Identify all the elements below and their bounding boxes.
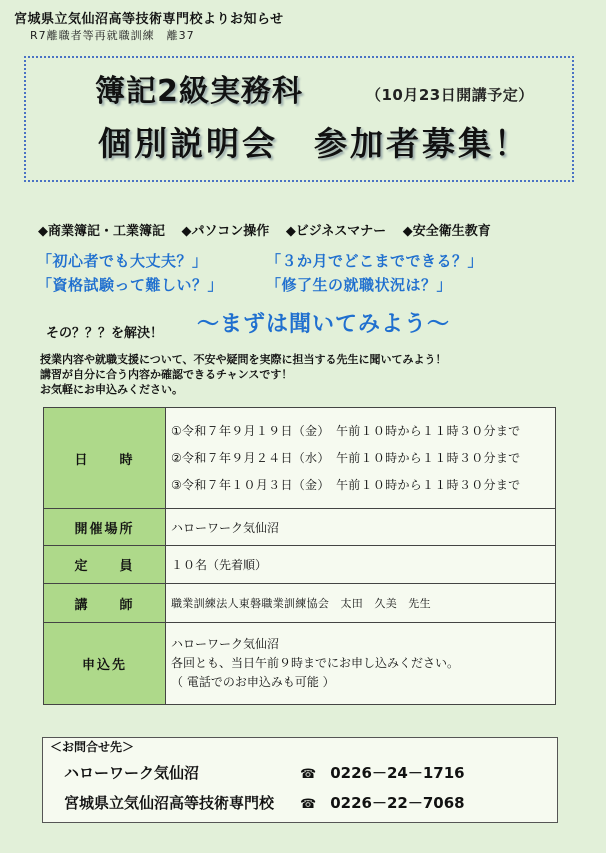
header-org-notice: 宮城県立気仙沼高等技術専門校よりお知らせ [14, 12, 284, 27]
info-table [43, 407, 556, 705]
contact-name: ハローワーク気仙沼 [64, 764, 200, 782]
course-start-note: （10月23日開講予定） [366, 86, 534, 104]
apply-line: （ 電話でのお申込みも可能 ） [171, 675, 335, 689]
date-item: ③令和７年１０月３日（金） 午前１０時から１１時３０分まで [171, 477, 521, 492]
topic-item: ◆安全衛生教育 [402, 224, 491, 239]
apply-line: ハローワーク気仙沼 [171, 637, 280, 651]
intro-line: 授業内容や就職支援について、不安や疑問を実際に担当する先生に聞いてみよう！ [40, 353, 447, 366]
intro-text [40, 352, 447, 397]
instructor-label: 講 師 [44, 584, 166, 623]
capacity-value: １０名（先着順） [166, 546, 556, 584]
solve-phrase: ～まずは聞いてみよう～ [197, 312, 451, 337]
date-label: 日 時 [44, 408, 166, 509]
date-item: ②令和７年９月２４日（水） 午前１０時から１１時３０分まで [171, 450, 521, 465]
intro-line: 講習が自分に合う内容か確認できるチャンスです！ [40, 368, 293, 381]
apply-values [166, 623, 556, 705]
table-row-apply [44, 623, 556, 705]
place-value: ハローワーク気仙沼 [166, 509, 556, 546]
capacity-label: 定 員 [44, 546, 166, 584]
contact-phone [300, 762, 465, 783]
header-course-code: R7離職者等再就職訓練 離37 [30, 29, 195, 42]
phone-number: 0226－22－7068 [330, 794, 465, 812]
topic-item: ◆パソコン操作 [181, 224, 270, 239]
event-title: 個別説明会 参加者募集！ [98, 124, 530, 163]
topic-list [38, 220, 499, 239]
contact-phone [300, 792, 465, 813]
solve-lead: その？？？を解決！ [46, 326, 164, 341]
intro-line: お気軽にお申込みください。 [40, 383, 183, 396]
apply-label: 申込先 [44, 623, 166, 705]
place-label: 開催場所 [44, 509, 166, 546]
table-row-instructor [44, 584, 556, 623]
instructor-value: 職業訓練法人東磐職業訓練協会 太田 久美 先生 [166, 584, 556, 623]
date-item: ①令和７年９月１９日（金） 午前１０時から１１時３０分まで [171, 423, 521, 438]
contact-label: ＜お問合せ先＞ [50, 740, 135, 754]
contact-name: 宮城県立気仙沼高等技術専門校 [64, 794, 275, 812]
table-row-date [44, 408, 556, 509]
apply-line: 各回とも、当日午前９時までにお申し込みください。 [171, 656, 460, 670]
table-row-place [44, 509, 556, 546]
topic-item: ◆ビジネスマナー [285, 224, 387, 239]
date-values [166, 408, 556, 509]
question-three-months: 「３か月でどこまでできる？」 [266, 252, 484, 270]
phone-icon: ☎ [300, 797, 317, 812]
question-exam: 「資格試験って難しい？」 [37, 276, 224, 294]
course-title: 簿記2級実務科 [95, 74, 303, 109]
phone-number: 0226－24－1716 [330, 764, 465, 782]
table-row-capacity [44, 546, 556, 584]
question-beginner: 「初心者でも大丈夫？」 [37, 252, 208, 270]
phone-icon: ☎ [300, 767, 317, 782]
topic-item: ◆商業簿記・工業簿記 [38, 224, 165, 239]
question-employment: 「修了生の就職状況は？」 [266, 276, 453, 294]
